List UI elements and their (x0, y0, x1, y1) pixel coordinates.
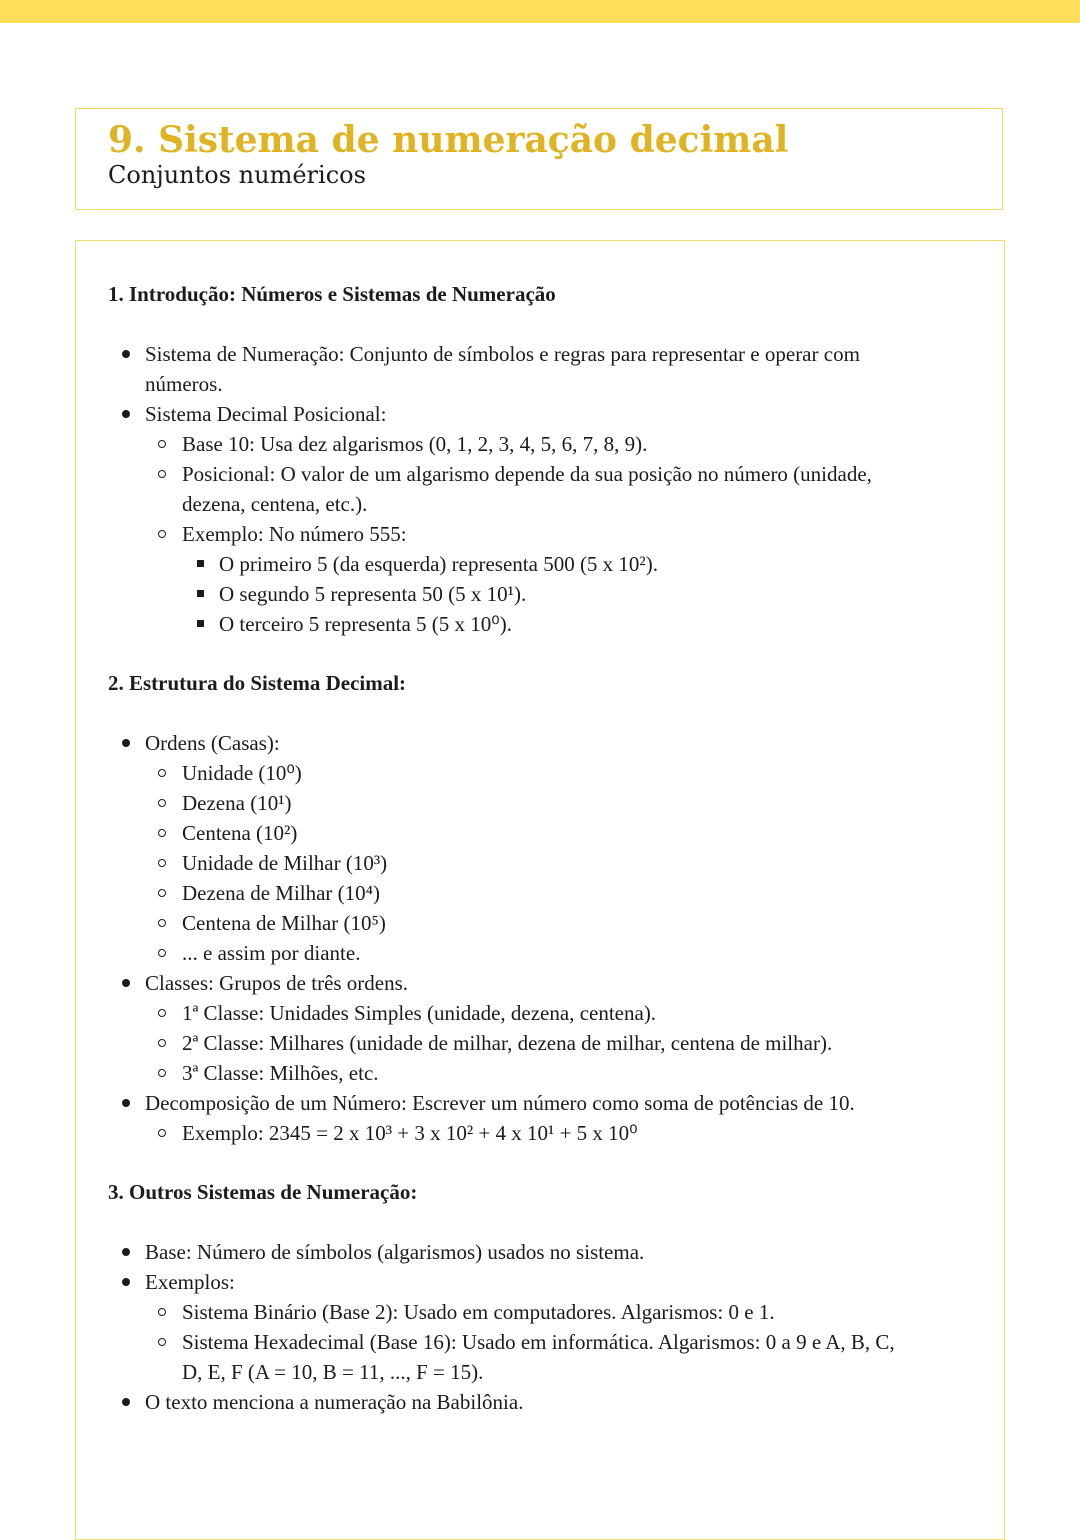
list-item: Base: Número de símbolos (algarismos) usados no sistema. (145, 1240, 645, 1264)
bullet-circle-icon (158, 859, 166, 867)
bullet-dot-icon (122, 979, 130, 987)
bullet-circle-icon (158, 1039, 166, 1047)
content-box (75, 240, 1005, 1540)
list-item: Sistema Hexadecimal (Base 16): Usado em informática. Algarismos: 0 a 9 e A, B, C, (182, 1330, 895, 1354)
bullet-circle-icon (158, 1009, 166, 1017)
page-subtitle: Conjuntos numéricos (108, 161, 366, 189)
list-item: Decomposição de um Número: Escrever um número como soma de potências de 10. (145, 1091, 855, 1115)
title-box (75, 108, 1003, 210)
bullet-dot-icon (122, 1248, 130, 1256)
list-item-continuation: números. (145, 372, 223, 396)
list-item: Centena (10²) (182, 821, 298, 845)
list-item: Sistema de Numeração: Conjunto de símbolos e regras para representar e operar com (145, 342, 860, 366)
list-item: Base 10: Usa dez algarismos (0, 1, 2, 3, 4, 5, 6, 7, 8, 9). (182, 432, 648, 456)
page-title: 9. Sistema de numeração decimal (108, 119, 789, 161)
bullet-circle-icon (158, 530, 166, 538)
list-item: Sistema Decimal Posicional: (145, 402, 387, 426)
list-item: 2ª Classe: Milhares (unidade de milhar, dezena de milhar, centena de milhar). (182, 1031, 833, 1055)
bullet-dot-icon (122, 1099, 130, 1107)
list-item: Exemplo: No número 555: (182, 522, 407, 546)
bullet-dot-icon (122, 739, 130, 747)
bullet-dot-icon (122, 350, 130, 358)
bullet-square-icon (197, 590, 204, 597)
bullet-circle-icon (158, 1069, 166, 1077)
bullet-circle-icon (158, 889, 166, 897)
section-heading-outros-sistemas: 3. Outros Sistemas de Numeração: (108, 1180, 418, 1204)
bullet-circle-icon (158, 470, 166, 478)
list-item: O texto menciona a numeração na Babilônia. (145, 1390, 524, 1414)
bullet-circle-icon (158, 769, 166, 777)
list-item: Dezena de Milhar (10⁴) (182, 881, 380, 905)
list-item: Dezena (10¹) (182, 791, 292, 815)
list-item: Centena de Milhar (10⁵) (182, 911, 386, 935)
bullet-dot-icon (122, 1278, 130, 1286)
bullet-circle-icon (158, 949, 166, 957)
bullet-circle-icon (158, 1308, 166, 1316)
list-item: Unidade (10⁰) (182, 761, 302, 785)
bullet-circle-icon (158, 440, 166, 448)
top-accent-bar (0, 0, 1080, 23)
bullet-circle-icon (158, 1129, 166, 1137)
bullet-circle-icon (158, 919, 166, 927)
list-item: Exemplos: (145, 1270, 235, 1294)
bullet-dot-icon (122, 1398, 130, 1406)
section-heading-introducao: 1. Introdução: Números e Sistemas de Numeração (108, 282, 556, 306)
list-item: Posicional: O valor de um algarismo depende da sua posição no número (unidade, (182, 462, 872, 486)
list-item: Sistema Binário (Base 2): Usado em computadores. Algarismos: 0 e 1. (182, 1300, 775, 1324)
bullet-square-icon (197, 560, 204, 567)
list-item: O primeiro 5 (da esquerda) representa 500 (5 x 10²). (219, 552, 658, 576)
list-item: Exemplo: 2345 = 2 x 10³ + 3 x 10² + 4 x 10¹ + 5 x 10⁰ (182, 1121, 638, 1145)
bullet-square-icon (197, 620, 204, 627)
list-item: Classes: Grupos de três ordens. (145, 971, 409, 995)
list-item-continuation: D, E, F (A = 10, B = 11, ..., F = 15). (182, 1360, 484, 1384)
bullet-dot-icon (122, 410, 130, 418)
list-item: 1ª Classe: Unidades Simples (unidade, dezena, centena). (182, 1001, 657, 1025)
bullet-circle-icon (158, 799, 166, 807)
list-item: 3ª Classe: Milhões, etc. (182, 1061, 379, 1085)
list-item: Unidade de Milhar (10³) (182, 851, 388, 875)
bullet-circle-icon (158, 1338, 166, 1346)
bullet-circle-icon (158, 829, 166, 837)
list-item: ... e assim por diante. (182, 941, 361, 965)
list-item: Ordens (Casas): (145, 731, 280, 755)
list-item-continuation: dezena, centena, etc.). (182, 492, 368, 516)
list-item: O segundo 5 representa 50 (5 x 10¹). (219, 582, 527, 606)
section-heading-estrutura: 2. Estrutura do Sistema Decimal: (108, 671, 407, 695)
list-item: O terceiro 5 representa 5 (5 x 10⁰). (219, 612, 512, 636)
